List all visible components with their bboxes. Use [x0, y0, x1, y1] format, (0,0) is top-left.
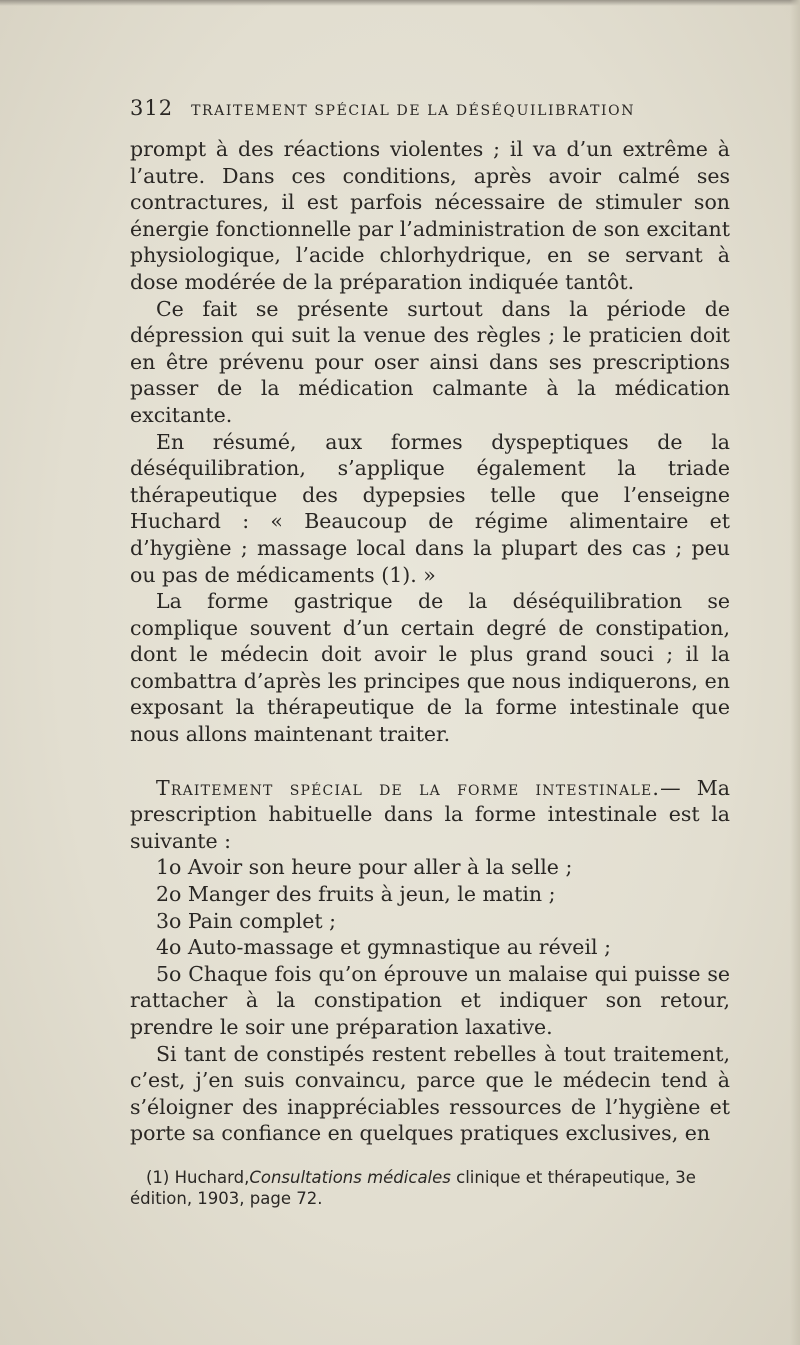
page-number: 312 — [130, 96, 174, 120]
running-header — [130, 96, 730, 136]
paragraph-summary: En résumé, aux formes dyspeptiques de la déséquilibration, s’applique également la triade thérapeutique des dypepsies telle que l’enseigne Huchard : « Beaucoup de régime alimentaire et d’hygiène ; massage local dans la plupart des cas ; peu ou pas de médicaments (1). » — [130, 429, 730, 587]
page-text-block — [130, 96, 730, 1209]
body-text — [130, 136, 730, 1147]
list-item: 5o Chaque fois qu’on éprouve un malaise qui puisse se rattacher à la constipation et indiquer son retour, prendre le soir une préparation laxative. — [130, 961, 730, 1039]
paragraph-gastric-form: La forme gastrique de la déséquilibration se complique souvent d’un certain degré de constipation, dont le médecin doit avoir le plus grand souci ; il la combattra d’après les principes que nous indiquerons, en exposant la thérapeutique de la forme intestinale que nous allons maintenant traiter. — [130, 589, 730, 747]
paragraph-depression: Ce fait se présente surtout dans la période de dépression qui suit la venue des règles ; le praticien doit en être prévenu pour oser ainsi dans ses prescriptions passer de la médication calmante à la médication excitante. — [130, 296, 730, 427]
section-heading: Traitement spécial de la forme intestinale.— — [156, 775, 682, 800]
section-intro: Ma prescription habituelle dans la forme intestinale est la suivante : — [130, 775, 730, 853]
section-paragraph — [130, 775, 730, 855]
list-item: 2o Manger des fruits à jeun, le matin ; — [156, 882, 556, 907]
footnote — [130, 1167, 730, 1209]
footnote-title: Consultations médicales — [249, 1167, 451, 1187]
list-item: 3o Pain complet ; — [156, 908, 337, 933]
right-page-edge — [790, 0, 800, 1345]
list-item: 1o Avoir son heure pour aller à la selle ; — [156, 855, 573, 880]
top-edge-shadow — [0, 0, 800, 6]
footnote-marker: (1) — [146, 1167, 170, 1187]
list-item: 4o Auto-massage et gymnastique au réveil ; — [156, 935, 611, 960]
paragraph-continuation: prompt à des réactions violentes ; il va d’un extrême à l’autre. Dans ces conditions, après avoir calmé ses contractures, il est parfois nécessaire de stimuler son énergie fonctionnelle par l’administration de son excitant physiologique, l’acide chlorhydrique, en se servant à dose modérée de la préparation indiquée tantôt. — [130, 137, 730, 294]
footnote-rest: clinique et thérapeutique, 3e édition, 1903, page 72. — [130, 1167, 696, 1208]
running-title: TRAITEMENT SPÉCIAL DE LA DÉSÉQUILIBRATION — [191, 103, 636, 119]
closing-paragraph: Si tant de constipés restent rebelles à tout traitement, c’est, j’en suis convaincu, parce que le médecin tend à s’éloigner des inappréciables ressources de l’hygiène et porte sa confiance en quelques pratiques exclusives, en — [130, 1041, 730, 1146]
footnote-author: Huchard, — [174, 1167, 250, 1187]
